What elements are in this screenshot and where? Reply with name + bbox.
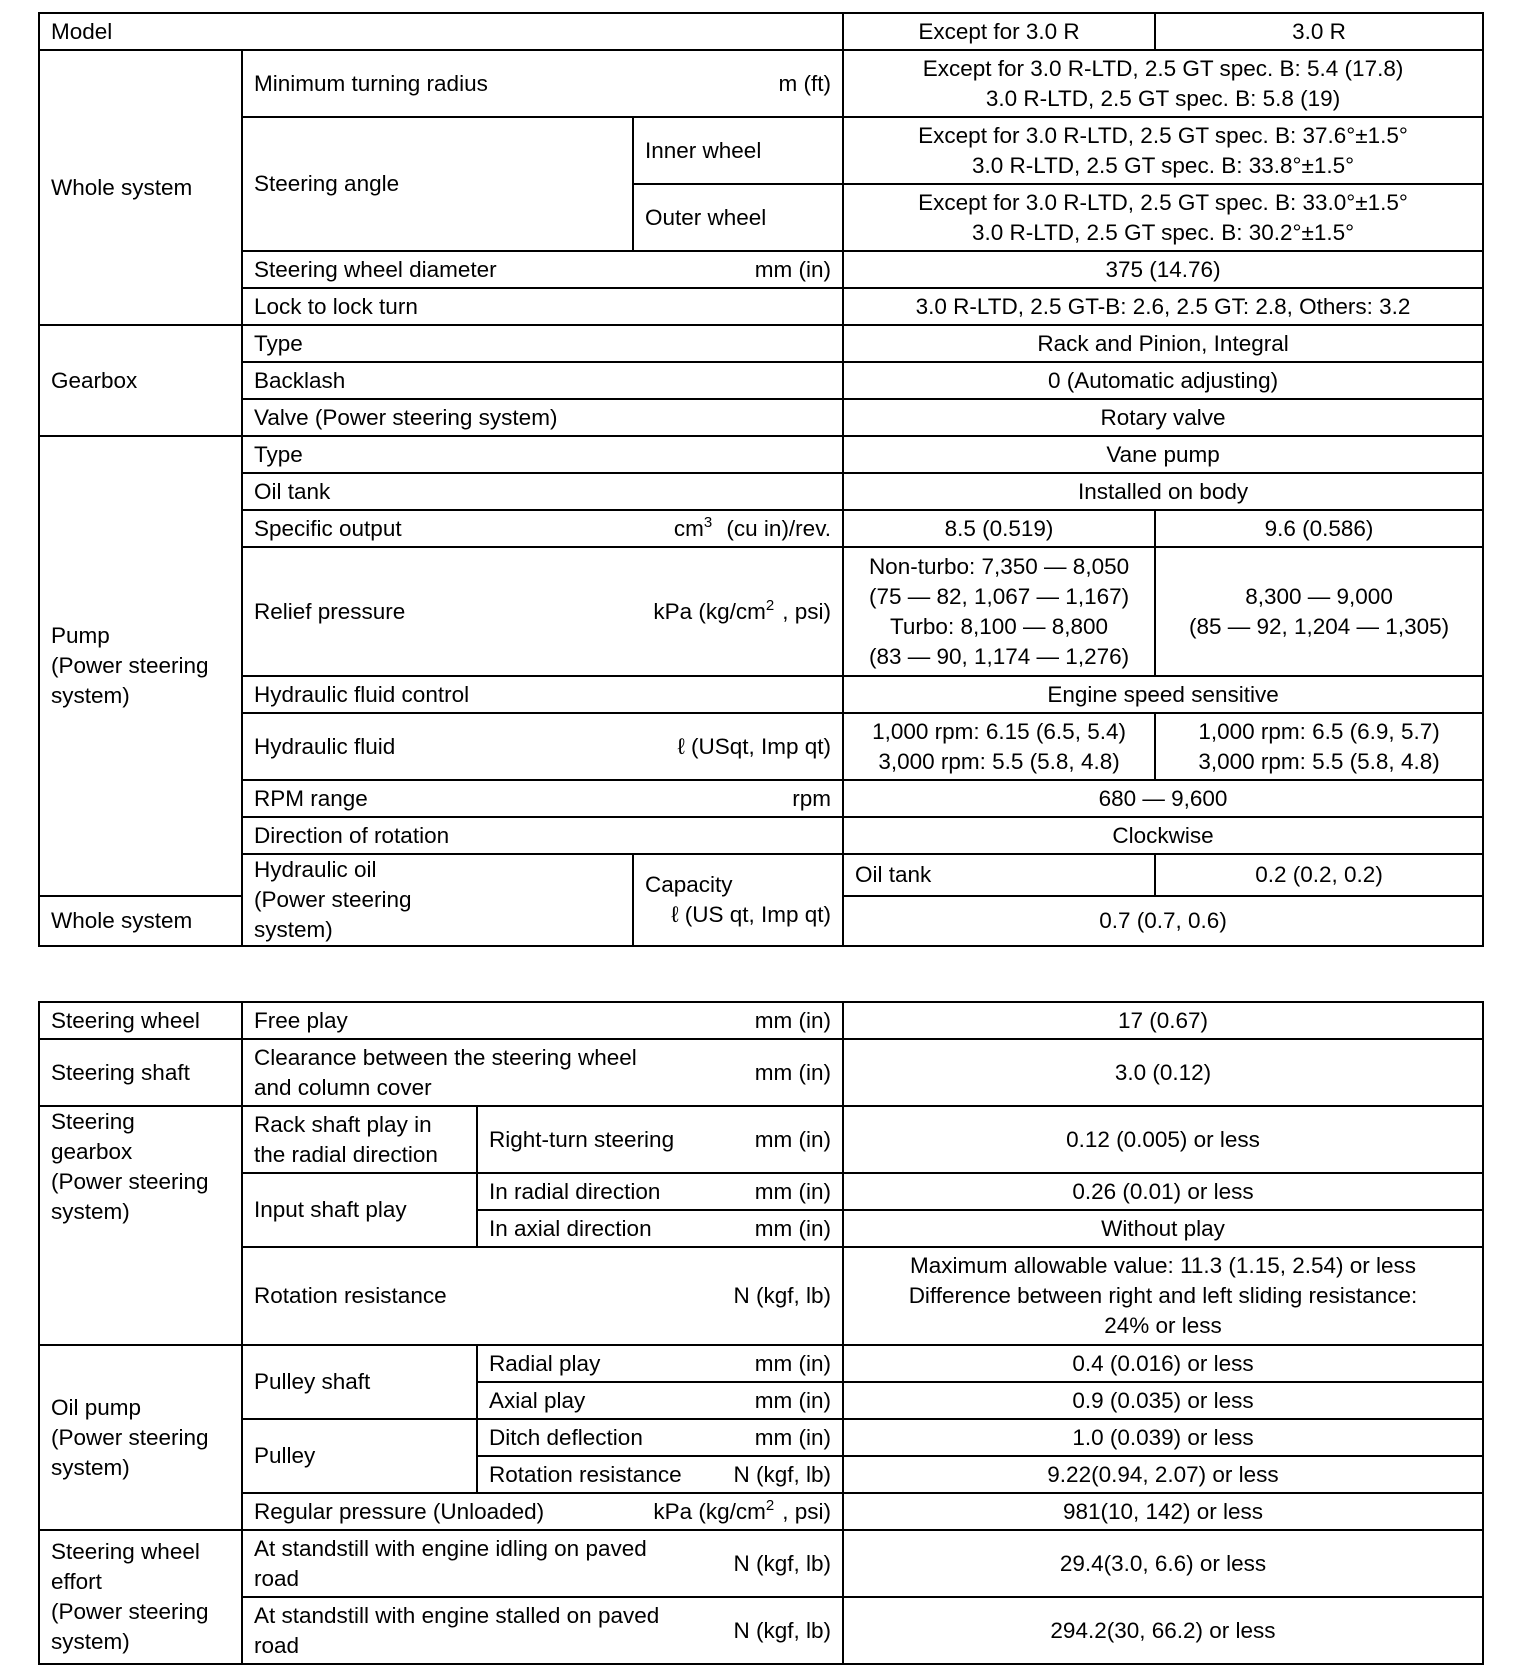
item-effort-stalled: At standstill with engine stalled on paved road N (kgf, lb) xyxy=(242,1597,843,1664)
value-backlash: 0 (Automatic adjusting) xyxy=(843,362,1483,399)
table-row xyxy=(39,117,1483,184)
service-table xyxy=(38,1001,1484,1665)
table-row xyxy=(39,13,1483,50)
value-effort-stalled: 294.2(30, 66.2) or less xyxy=(843,1597,1483,1664)
item-gearbox-type: Type xyxy=(242,325,843,362)
item-valve: Valve (Power steering system) xyxy=(242,399,843,436)
table-row xyxy=(39,854,1483,896)
sub-item-whole-system: Whole system xyxy=(39,896,242,947)
item-pump-type: Type xyxy=(242,436,843,473)
item-hydraulic-fluid: Hydraulic fluid ℓ (USqt, Imp qt) xyxy=(242,713,843,780)
table-row xyxy=(39,473,1483,510)
column-header-except-3-0-r: Except for 3.0 R xyxy=(843,13,1155,50)
item-steering-angle: Steering angle xyxy=(242,117,633,251)
value-hydraulic-fluid-b: 1,000 rpm: 6.5 (6.9, 5.7) 3,000 rpm: 5.5 (5.8, 4.8) xyxy=(1155,713,1483,780)
sub-item-radial-direction: In radial direction mm (in) xyxy=(477,1173,843,1210)
value-regular-pressure: 981(10, 142) or less xyxy=(843,1493,1483,1530)
value-gearbox-type: Rack and Pinion, Integral xyxy=(843,325,1483,362)
value-input-radial: 0.26 (0.01) or less xyxy=(843,1173,1483,1210)
value-specific-output-b: 9.6 (0.586) xyxy=(1155,510,1483,547)
value-capacity-oil-tank: 0.2 (0.2, 0.2) xyxy=(1155,854,1483,896)
column-header-3-0-r: 3.0 R xyxy=(1155,13,1483,50)
group-label-steering-wheel: Steering wheel xyxy=(39,1002,242,1039)
value-effort-idling: 29.4(3.0, 6.6) or less xyxy=(843,1530,1483,1597)
table-row xyxy=(39,1530,1483,1597)
value-rotation-resistance: Maximum allowable value: 11.3 (1.15, 2.54) or less Difference between right and left sliding resistance: 24% or less xyxy=(843,1247,1483,1345)
item-column-clearance: Clearance between the steering wheel and column cover mm (in) xyxy=(242,1039,843,1106)
value-pulley-rotation-resistance: 9.22(0.94, 2.07) or less xyxy=(843,1456,1483,1493)
value-wheel-diameter: 375 (14.76) xyxy=(843,251,1483,288)
value-oil-tank: Installed on body xyxy=(843,473,1483,510)
table-row xyxy=(39,676,1483,713)
table-row xyxy=(39,1597,1483,1664)
item-pulley: Pulley xyxy=(242,1419,477,1493)
value-axial-play: 0.9 (0.035) or less xyxy=(843,1382,1483,1419)
group-label-oil-pump: Oil pump (Power steering system) xyxy=(39,1345,242,1530)
value-valve: Rotary valve xyxy=(843,399,1483,436)
item-rpm-range: RPM range rpm xyxy=(242,780,843,817)
value-lock-to-lock: 3.0 R-LTD, 2.5 GT-B: 2.6, 2.5 GT: 2.8, Others: 3.2 xyxy=(843,288,1483,325)
item-fluid-control: Hydraulic fluid control xyxy=(242,676,843,713)
sub-item-ditch-deflection: Ditch deflection mm (in) xyxy=(477,1419,843,1456)
value-capacity-whole-system: 0.7 (0.7, 0.6) xyxy=(843,896,1483,947)
group-label-pump: Pump (Power steering system) xyxy=(39,436,242,896)
value-relief-pressure-b: 8,300 — 9,000 (85 — 92, 1,204 — 1,305) xyxy=(1155,547,1483,676)
value-free-play: 17 (0.67) xyxy=(843,1002,1483,1039)
value-relief-pressure-a: Non-turbo: 7,350 — 8,050 (75 — 82, 1,067 — 1,167) Turbo: 8,100 — 8,800 (83 — 90, 1,174 — 1,276) xyxy=(843,547,1155,676)
item-min-turning-radius: Minimum turning radius m (ft) xyxy=(242,50,843,117)
sub-item-right-turn: Right-turn steering mm (in) xyxy=(477,1106,843,1173)
item-rotation-direction: Direction of rotation xyxy=(242,817,843,854)
value-fluid-control: Engine speed sensitive xyxy=(843,676,1483,713)
table-row xyxy=(39,1345,1483,1382)
value-outer-wheel: Except for 3.0 R-LTD, 2.5 GT spec. B: 33.0°±1.5° 3.0 R-LTD, 2.5 GT spec. B: 30.2°±1.5° xyxy=(843,184,1483,251)
spec-table xyxy=(38,12,1484,947)
item-pulley-shaft: Pulley shaft xyxy=(242,1345,477,1419)
table-row xyxy=(39,1247,1483,1345)
value-rack-shaft-play: 0.12 (0.005) or less xyxy=(843,1106,1483,1173)
table-row xyxy=(39,1419,1483,1456)
table-row xyxy=(39,713,1483,780)
table-row xyxy=(39,780,1483,817)
item-effort-idling: At standstill with engine idling on paved road N (kgf, lb) xyxy=(242,1530,843,1597)
group-label-steering-gearbox: Steering gearbox (Power steering system) xyxy=(39,1106,242,1345)
sub-item-oil-tank: Oil tank xyxy=(843,854,1155,896)
table-row xyxy=(39,547,1483,676)
value-min-turning-radius: Except for 3.0 R-LTD, 2.5 GT spec. B: 5.4 (17.8) 3.0 R-LTD, 2.5 GT spec. B: 5.8 (19) xyxy=(843,50,1483,117)
table-row xyxy=(39,1039,1483,1106)
item-rack-shaft-play: Rack shaft play in the radial direction xyxy=(242,1106,477,1173)
table-row xyxy=(39,288,1483,325)
sub-item-radial-play: Radial play mm (in) xyxy=(477,1345,843,1382)
item-rotation-resistance: Rotation resistance N (kgf, lb) xyxy=(242,1247,843,1345)
value-specific-output-a: 8.5 (0.519) xyxy=(843,510,1155,547)
item-oil-tank: Oil tank xyxy=(242,473,843,510)
item-input-shaft-play: Input shaft play xyxy=(242,1173,477,1247)
table-row xyxy=(39,50,1483,117)
group-label-hydraulic-oil: Hydraulic oil (Power steering system) xyxy=(242,854,633,946)
value-rotation-direction: Clockwise xyxy=(843,817,1483,854)
table-row xyxy=(39,362,1483,399)
item-relief-pressure: Relief pressure kPa ($kg/cm^2$ , psi) xyxy=(242,547,843,676)
table-row xyxy=(39,1106,1483,1173)
value-inner-wheel: Except for 3.0 R-LTD, 2.5 GT spec. B: 37.6°±1.5° 3.0 R-LTD, 2.5 GT spec. B: 33.8°±1.5° xyxy=(843,117,1483,184)
table-row xyxy=(39,436,1483,473)
item-lock-to-lock: Lock to lock turn xyxy=(242,288,843,325)
sub-item-pulley-rotation-resistance: Rotation resistance N (kgf, lb) xyxy=(477,1456,843,1493)
group-label-whole-system: Whole system xyxy=(39,50,242,325)
sub-item-outer-wheel: Outer wheel xyxy=(633,184,843,251)
value-radial-play: 0.4 (0.016) or less xyxy=(843,1345,1483,1382)
group-label-gearbox: Gearbox xyxy=(39,325,242,436)
item-specific-output: Specific output $cm^3$ (cu in)/rev. xyxy=(242,510,843,547)
group-label-steering-shaft: Steering shaft xyxy=(39,1039,242,1106)
item-free-play: Free play mm (in) xyxy=(242,1002,843,1039)
table-row xyxy=(39,1493,1483,1530)
table-row xyxy=(39,325,1483,362)
sub-item-axial-direction: In axial direction mm (in) xyxy=(477,1210,843,1247)
table-row xyxy=(39,1002,1483,1039)
item-wheel-diameter: Steering wheel diameter mm (in) xyxy=(242,251,843,288)
table-row xyxy=(39,510,1483,547)
item-backlash: Backlash xyxy=(242,362,843,399)
table-row xyxy=(39,399,1483,436)
item-capacity: Capacity ℓ (US qt, Imp qt) xyxy=(633,854,843,946)
value-column-clearance: 3.0 (0.12) xyxy=(843,1039,1483,1106)
table-row xyxy=(39,1173,1483,1210)
value-pump-type: Vane pump xyxy=(843,436,1483,473)
model-header: Model xyxy=(39,13,843,50)
value-rpm-range: 680 — 9,600 xyxy=(843,780,1483,817)
table-row xyxy=(39,817,1483,854)
sub-item-axial-play: Axial play mm (in) xyxy=(477,1382,843,1419)
sub-item-inner-wheel: Inner wheel xyxy=(633,117,843,184)
group-label-wheel-effort: Steering wheel effort (Power steering system) xyxy=(39,1530,242,1664)
value-input-axial: Without play xyxy=(843,1210,1483,1247)
item-regular-pressure: Regular pressure (Unloaded) kPa ($kg/cm^2$ , psi) xyxy=(242,1493,843,1530)
value-ditch-deflection: 1.0 (0.039) or less xyxy=(843,1419,1483,1456)
table-row xyxy=(39,251,1483,288)
value-hydraulic-fluid-a: 1,000 rpm: 6.15 (6.5, 5.4) 3,000 rpm: 5.5 (5.8, 4.8) xyxy=(843,713,1155,780)
